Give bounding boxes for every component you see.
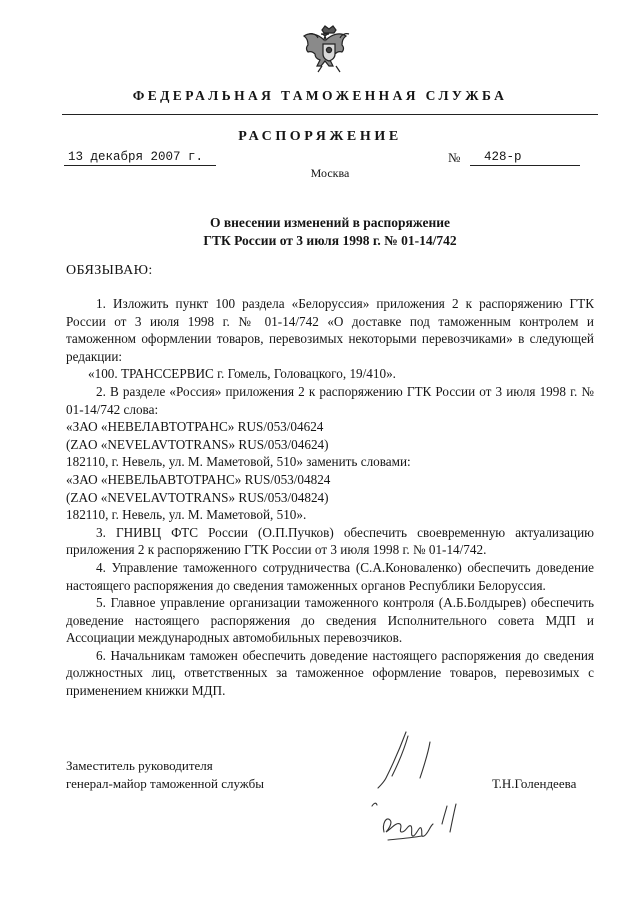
- paragraph-6: 6. Начальникам таможен обеспечить доведение настоящего распоряжения до сведения должностных лиц, ответственных за таможенное оформление товаров, перевозимых с применением книжки МДП.: [66, 647, 594, 699]
- paragraph-2-line: (ZAO «NEVELAVTOTRANS» RUS/053/04624): [66, 436, 329, 452]
- subject-line-1: О внесении изменений в распоряжение: [209, 215, 451, 230]
- paragraph-2-line: 182110, г. Невель, ул. М. Маметовой, 510».: [66, 507, 307, 523]
- document-subject: [0, 214, 640, 250]
- paragraph-2-line: «ЗАО «НЕВЕЛАВТОТРАНС» RUS/053/04624: [66, 419, 324, 435]
- directive-intro: ОБЯЗЫВАЮ:: [66, 263, 153, 278]
- paragraph-5: 5. Главное управление организации таможенного контроля (А.Б.Болдырев) обеспечить доведение настоящего распоряжения до сведения Исполнительного совета МДП и Ассоциации международных автомобильных перевозчиков.: [66, 595, 594, 646]
- issue-city: Москва: [310, 166, 350, 180]
- agency-name: ФЕДЕРАЛЬНАЯ ТАМОЖЕННАЯ СЛУЖБА: [132, 88, 508, 103]
- paragraph-2-line: «ЗАО «НЕВЕЛЬАВТОТРАНС» RUS/053/04824: [66, 471, 331, 487]
- paragraph-2-line: (ZAO «NEVELAVTOTRANS» RUS/053/04824): [66, 489, 329, 505]
- subject-line-2: ГТК России от 3 июля 1998 г. № 01-14/742: [203, 233, 457, 248]
- paragraph-2-line: 182110, г. Невель, ул. М. Маметовой, 510» заменить словами:: [66, 454, 411, 470]
- paragraph-1-quote: «100. ТРАНССЕРВИС г. Гомель, Головацкого, 19/410».: [88, 366, 396, 382]
- document-body: [66, 295, 594, 700]
- paragraph-3: 3. ГНИВЦ ФТС России (О.П.Пучков) обеспечить своевременную актуализацию приложения 2 к распоряжению ГТК России от 3 июля 1998 г. № 01-14/742.: [66, 524, 594, 558]
- paragraph-4: 4. Управление таможенного сотрудничества (С.А.Коноваленко) обеспечить доведение настоящего распоряжения до сведения таможенных органов Республики Белоруссия.: [66, 559, 594, 593]
- signer-name: Т.Н.Голендеева: [492, 776, 577, 791]
- document-number: 428-р: [484, 150, 522, 164]
- header-divider: [62, 114, 598, 115]
- paragraph-2: 2. В разделе «Россия» приложения 2 к распоряжению ГТК России от 3 июля 1998 г. № 01-14/742 слова:: [66, 383, 594, 417]
- document-type: РАСПОРЯЖЕНИЕ: [238, 129, 402, 144]
- number-sign: №: [448, 150, 461, 165]
- paragraph-1: 1. Изложить пункт 100 раздела «Белоруссия» приложения 2 к распоряжению ГТК России от 3 июля 1998 г. № 01-14/742 «О доставке под таможенным контролем и таможенном оформлении товаров, перевозимых некоторыми перевозчиками» в следующей редакции:: [66, 296, 594, 364]
- double-headed-eagle-emblem-icon: [300, 22, 358, 80]
- document-date: 13 декабря 2007 г.: [68, 150, 204, 164]
- handwritten-signature-icon: [368, 728, 478, 848]
- signer-title-line-1: Заместитель руководителя: [66, 758, 213, 773]
- signer-title: [66, 757, 264, 793]
- signer-title-line-2: генерал-майор таможенной службы: [66, 776, 264, 791]
